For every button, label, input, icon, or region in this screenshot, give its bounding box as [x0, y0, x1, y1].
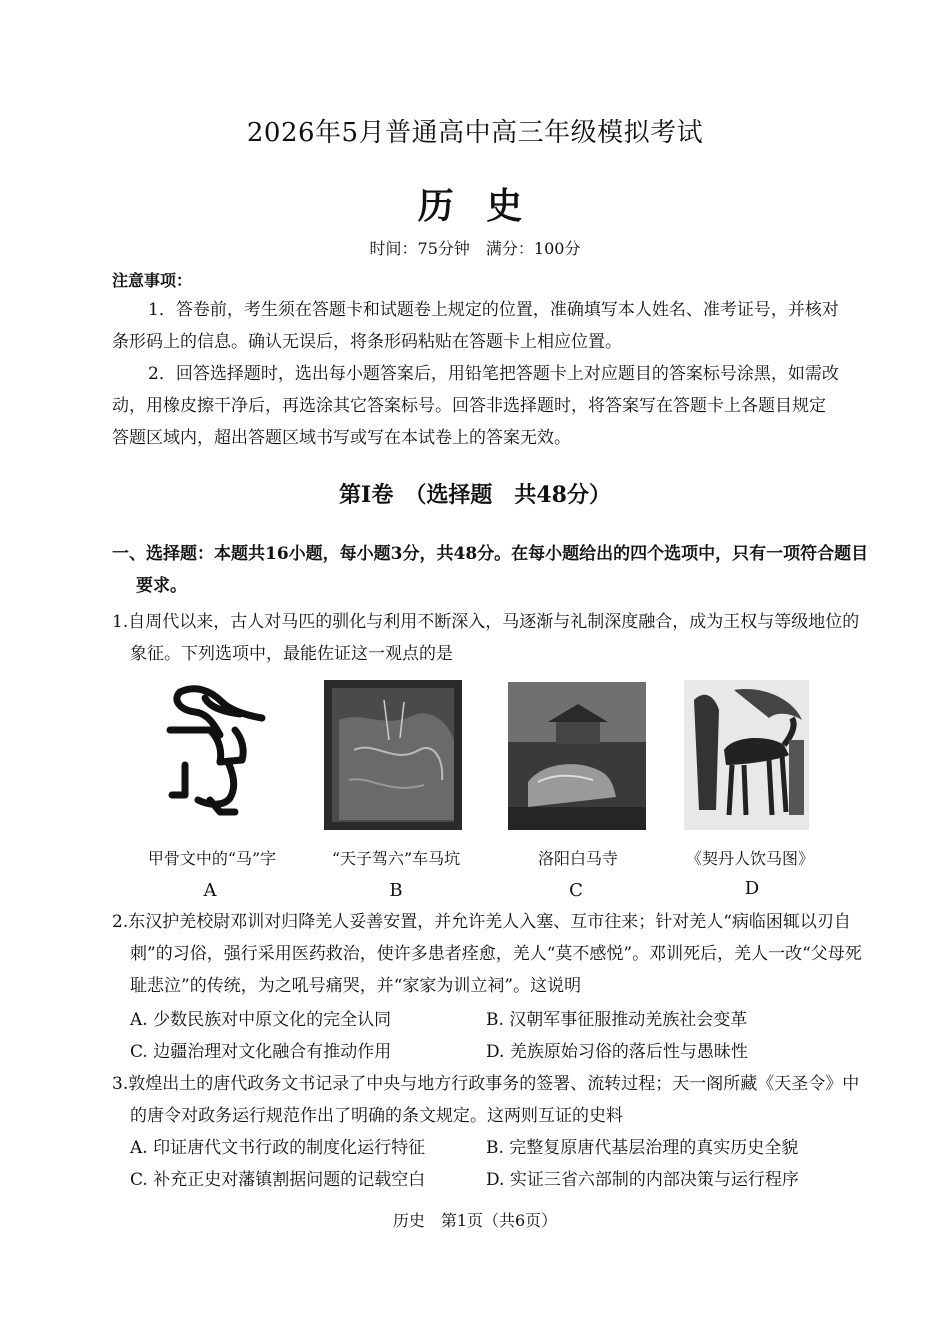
q3-option-b: B. 完整复原唐代基层治理的真实历史全貌 [486, 1138, 799, 1158]
khitan-horse-painting [684, 680, 809, 830]
white-horse-temple-photo [508, 682, 646, 830]
oracle-bone-horse-glyph-image [150, 680, 275, 825]
image-b-caption: “天子驾六”车马坑 [331, 849, 461, 868]
option-a-letter: A [203, 880, 217, 901]
notice-item-1: 1．答卷前，考生须在答题卡和试题卷上规定的位置，准确填写本人姓名、准考证号，并核对条形码上的信息。确认无误后，将条形码粘贴在答题卡上相应位置。 [112, 300, 839, 352]
q2-option-a: A. 少数民族对中原文化的完全认同 [130, 1010, 392, 1030]
section-title: 第Ⅰ卷 （选择题 共48分） [339, 482, 611, 508]
question-3-stem: 3.敦煌出土的唐代政务文书记录了中央与地方行政事务的签署、流转过程；天一阁所藏《天圣令》中的唐令对政务运行规范作出了明确的条文规定。这两则互证的史料 [112, 1074, 860, 1126]
page-footer: 历史 第1页（共6页） [392, 1211, 558, 1230]
q2-option-b: B. 汉朝军事征服推动羌族社会变革 [486, 1010, 748, 1030]
image-c-caption: 洛阳白马寺 [537, 849, 618, 868]
exam-title: 2026年5月普通高中高三年级模拟考试 [246, 118, 704, 148]
q3-option-a: A. 印证唐代文书行政的制度化运行特征 [130, 1138, 426, 1158]
chariot-pit-photo [324, 680, 462, 830]
option-b-letter: B [389, 880, 403, 901]
option-d-letter: D [744, 878, 760, 899]
q3-option-d: D. 实证三省六部制的内部决策与运行程序 [486, 1170, 799, 1190]
q2-option-c: C. 边疆治理对文化融合有推动作用 [130, 1042, 392, 1062]
image-d-caption: 《契丹人饮马图》 [685, 849, 814, 868]
q2-option-d: D. 羌族原始习俗的落后性与愚昧性 [486, 1042, 748, 1062]
question-2-options [130, 1004, 850, 1068]
question-2-stem: 2.东汉护羌校尉邓训对归降羌人妥善安置，并允许羌人入塞、互市往来；针对羌人“病临困辄以刃自刺”的习俗，强行采用医药救治，使许多患者痊愈，羌人“莫不感悦”。邓训死后，羌人一改“父母死耻悲泣”的传统，为之吼号痛哭，并“家家为训立祠”。这说明 [112, 912, 862, 996]
question-1-stem: 1.自周代以来，古人对马匹的驯化与利用不断深入，马逐渐与礼制深度融合，成为王权与等级地位的象征。下列选项中，最能佐证这一观点的是 [112, 612, 860, 664]
image-a-caption: 甲骨文中的“马”字 [147, 849, 277, 868]
question-3-options [130, 1132, 850, 1196]
notice-item-2: 2．回答选择题时，选出每小题答案后，用铅笔把答题卡上对应题目的答案标号涂黑，如需改动，用橡皮擦干净后，再选涂其它答案标号。回答非选择题时，将答案写在答题卡上各题目规定答题区域内，超出答题区域书写或写在本试卷上的答案无效。 [112, 364, 839, 448]
subject-title: 历 史 [417, 185, 533, 227]
section-instruction: 一、选择题：本题共16小题，每小题3分，共48分。在每小题给出的四个选项中，只有一项符合题目要求。 [112, 544, 869, 596]
time-score-info: 时间：75分钟 满分：100分 [369, 239, 581, 258]
notice-heading: 注意事项： [112, 271, 193, 290]
option-c-letter: C [569, 880, 583, 901]
q3-option-c: C. 补充正史对藩镇割据问题的记载空白 [130, 1170, 426, 1190]
